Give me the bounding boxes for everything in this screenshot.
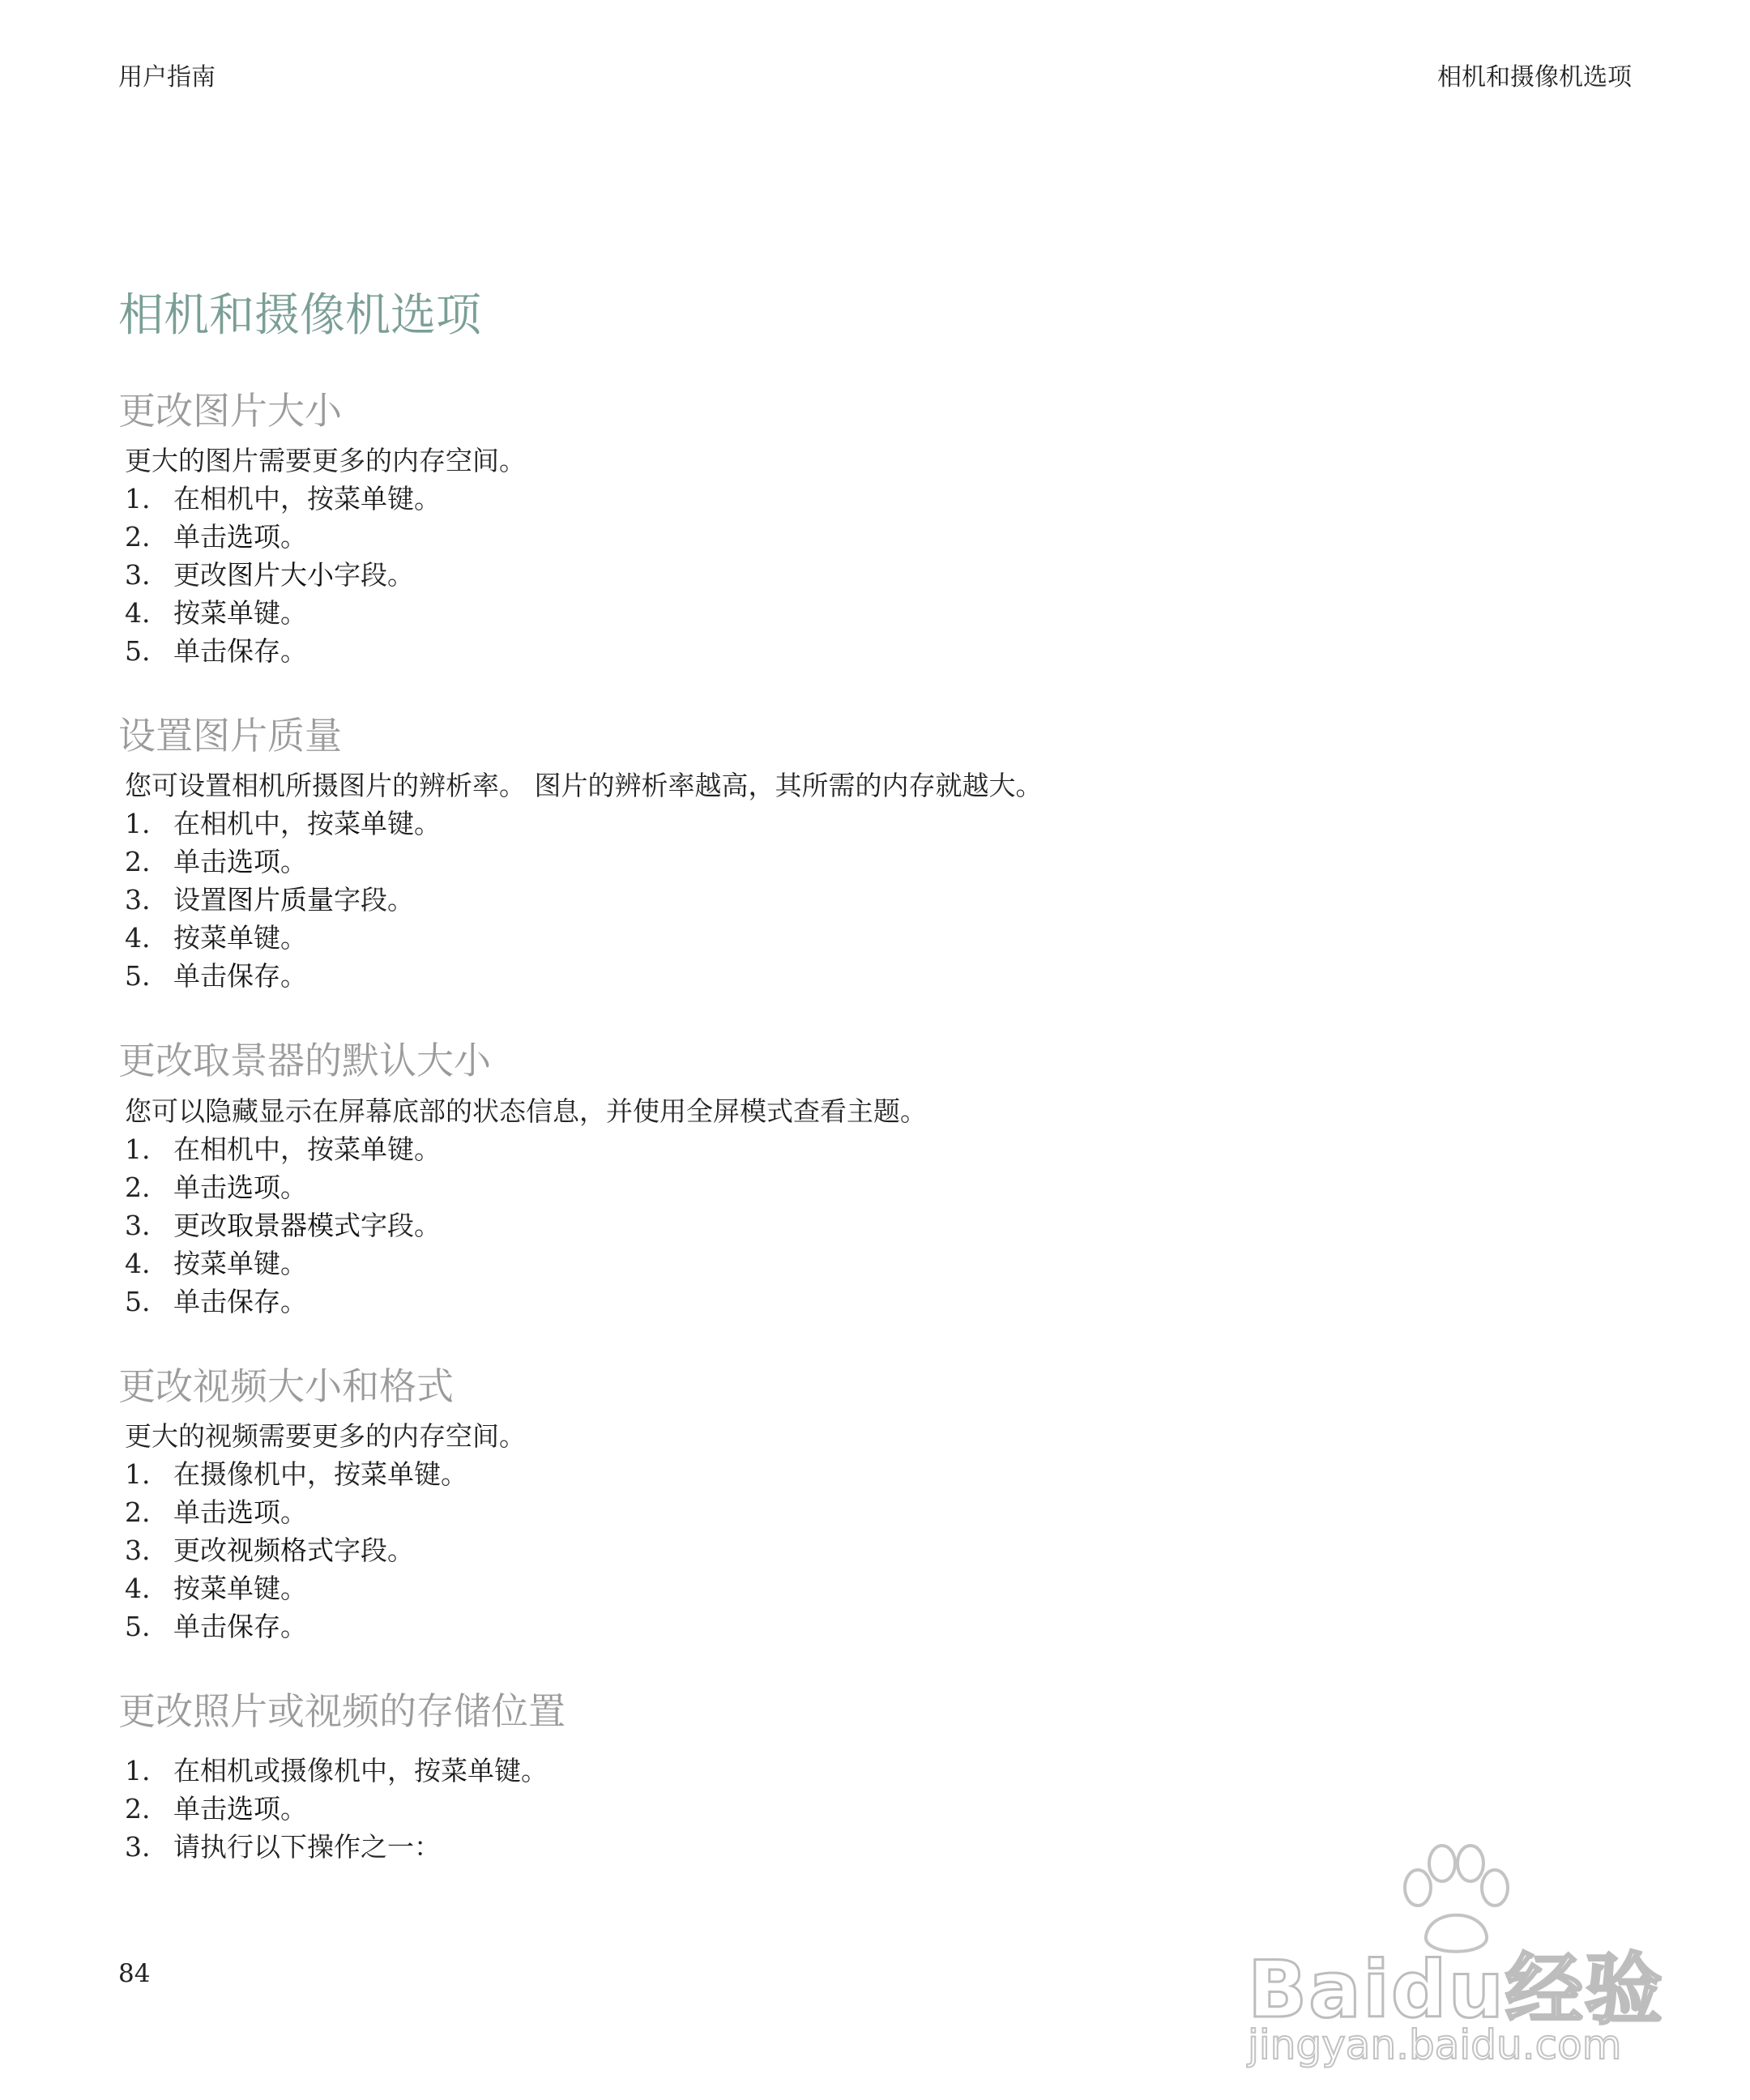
step-number: 3. — [125, 1830, 151, 1863]
step-item: 1. 在摄像机中，按菜单键。 — [125, 1455, 1658, 1493]
step-item: 3. 设置图片质量字段。 — [125, 881, 1658, 919]
ui-term: 取景器模式 — [227, 1209, 361, 1241]
watermark-url: jingyan.baidu.com — [1248, 2021, 1622, 2068]
step-item: 2. 单击选项。 — [125, 1790, 1658, 1828]
step-number: 4. — [125, 922, 151, 954]
step-number: 2. — [125, 1792, 151, 1825]
ui-term: 选项 — [227, 846, 280, 878]
step-item: 5. 单击保存。 — [125, 1283, 1658, 1321]
step-number: 3. — [125, 884, 151, 916]
ui-term: 菜单 — [200, 1572, 254, 1604]
section-heading: 更改取景器的默认大小 — [118, 1039, 491, 1083]
step-item: 5. 单击保存。 — [125, 1607, 1658, 1645]
ui-term: 保存 — [227, 960, 280, 992]
step-item: 3. 更改视频格式字段。 — [125, 1531, 1658, 1569]
step-number: 5. — [125, 1610, 151, 1642]
step-number: 1. — [125, 483, 151, 515]
ui-term: 菜单 — [334, 483, 387, 515]
page-title: 相机和摄像机选项 — [118, 289, 481, 342]
ui-term: 菜单 — [334, 1133, 387, 1165]
step-item: 4. 按菜单键。 — [125, 1569, 1658, 1607]
ui-term: 菜单 — [200, 922, 254, 954]
step-number: 4. — [125, 597, 151, 630]
section-intro: 您可设置相机所摄图片的辨析率。 图片的辨析率越高，其所需的内存就越大。 — [125, 770, 1043, 802]
step-number: 1. — [125, 1133, 151, 1165]
ui-term: 选项 — [227, 521, 280, 553]
step-number: 5. — [125, 635, 151, 668]
step-number: 2. — [125, 1496, 151, 1528]
running-header-left: 用户指南 — [118, 63, 216, 92]
step-item: 2. 单击选项。 — [125, 1168, 1658, 1206]
step-item: 1. 在相机中，按菜单键。 — [125, 1130, 1658, 1168]
ui-term: 菜单 — [200, 1247, 254, 1279]
ui-term: 视频格式 — [227, 1534, 334, 1566]
step-number: 2. — [125, 846, 151, 878]
step-number: 3. — [125, 559, 151, 591]
step-number: 3. — [125, 1534, 151, 1566]
step-item: 4. 按菜单键。 — [125, 1244, 1658, 1283]
ui-term: 选项 — [227, 1792, 280, 1825]
step-number: 5. — [125, 960, 151, 992]
section — [118, 1364, 1658, 1645]
ui-term: 菜单 — [441, 1754, 494, 1786]
step-number: 3. — [125, 1209, 151, 1241]
section-heading: 设置图片质量 — [118, 714, 342, 758]
ui-term: 保存 — [227, 635, 280, 668]
section-intro: 更大的图片需要更多的内存空间。 — [125, 445, 526, 477]
section-heading: 更改图片大小 — [118, 389, 342, 433]
sections — [118, 389, 1658, 1910]
step-number: 5. — [125, 1285, 151, 1317]
step-item: 3. 请执行以下操作之一： — [125, 1828, 1658, 1866]
ui-term: 菜单 — [361, 1458, 414, 1490]
section — [118, 714, 1658, 995]
ui-term: 图片大小 — [227, 559, 334, 591]
step-number: 1. — [125, 808, 151, 840]
step-number: 2. — [125, 521, 151, 553]
ui-term: 图片质量 — [227, 884, 334, 916]
ui-term: 选项 — [227, 1496, 280, 1528]
ui-term: 选项 — [227, 1171, 280, 1203]
watermark-brand: Baidu经验 — [1248, 1944, 1664, 2035]
ui-term: 保存 — [227, 1285, 280, 1317]
step-list — [118, 480, 1658, 670]
ui-term: 保存 — [227, 1610, 280, 1642]
step-item: 3. 更改图片大小字段。 — [125, 556, 1658, 594]
step-list — [118, 1455, 1658, 1645]
step-item: 5. 单击保存。 — [125, 957, 1658, 995]
step-item: 2. 单击选项。 — [125, 1493, 1658, 1531]
step-item: 4. 按菜单键。 — [125, 919, 1658, 957]
step-list — [118, 1130, 1658, 1321]
section — [118, 389, 1658, 670]
ui-term: 菜单 — [200, 597, 254, 630]
step-list — [118, 805, 1658, 995]
step-number: 4. — [125, 1247, 151, 1279]
step-item: 3. 更改取景器模式字段。 — [125, 1206, 1658, 1244]
step-item: 4. 按菜单键。 — [125, 594, 1658, 632]
step-number: 2. — [125, 1171, 151, 1203]
watermark — [1248, 1839, 1669, 2082]
ui-term: 菜单 — [334, 808, 387, 840]
step-item: 5. 单击保存。 — [125, 632, 1658, 670]
step-number: 4. — [125, 1572, 151, 1604]
step-item: 2. 单击选项。 — [125, 843, 1658, 881]
section-heading: 更改视频大小和格式 — [118, 1364, 454, 1408]
section-intro: 更大的视频需要更多的内存空间。 — [125, 1419, 526, 1452]
section — [118, 1039, 1658, 1320]
step-item: 1. 在相机中，按菜单键。 — [125, 480, 1658, 518]
step-number: 1. — [125, 1458, 151, 1490]
step-item: 1. 在相机中，按菜单键。 — [125, 805, 1658, 843]
running-header-right: 相机和摄像机选项 — [1437, 63, 1632, 92]
page-number: 84 — [118, 1959, 151, 1988]
section-heading: 更改照片或视频的存储位置 — [118, 1688, 566, 1733]
step-item: 1. 在相机或摄像机中，按菜单键。 — [125, 1752, 1658, 1790]
step-number: 1. — [125, 1754, 151, 1786]
section-intro: 您可以隐藏显示在屏幕底部的状态信息，并使用全屏模式查看主题。 — [125, 1095, 927, 1127]
step-item: 2. 单击选项。 — [125, 518, 1658, 556]
